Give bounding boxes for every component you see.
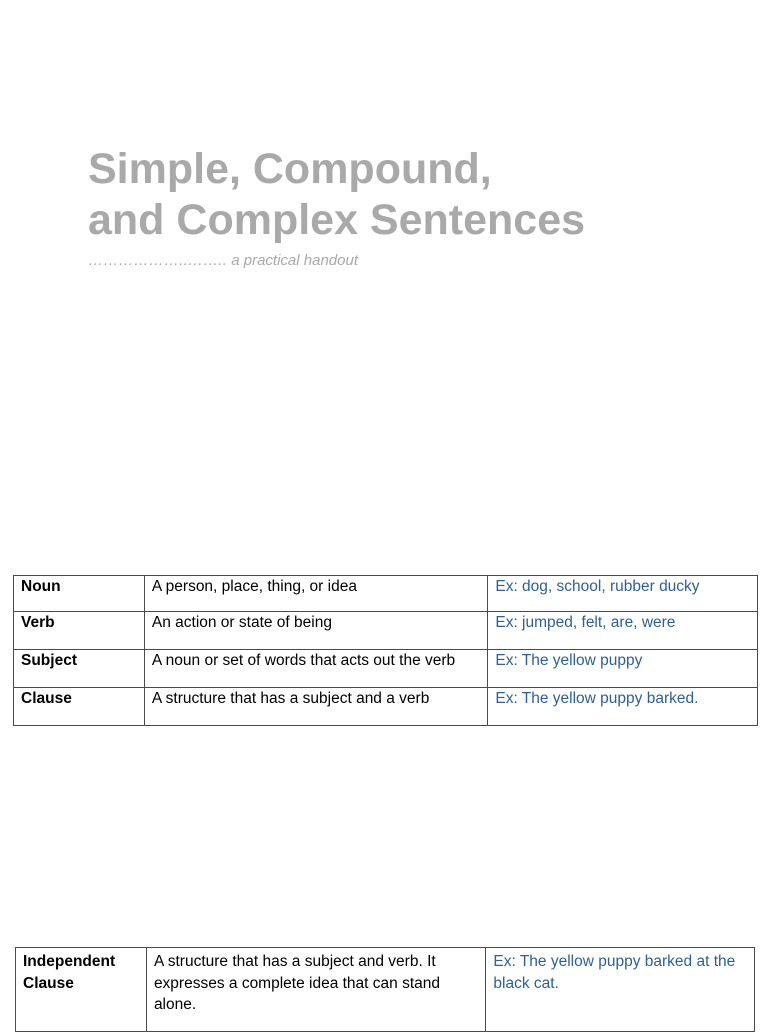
definition-cell: A structure that has a subject and a verb: [144, 688, 487, 726]
title-line-1: Simple, Compound,: [88, 145, 492, 193]
definitions-table: [13, 575, 758, 726]
table-row: [14, 650, 758, 688]
term-cell: Subject: [14, 650, 145, 688]
definition-cell: A noun or set of words that acts out the verb: [144, 650, 487, 688]
table-row: [14, 612, 758, 650]
example-cell: Ex: The yellow puppy: [488, 650, 758, 688]
definition-cell: A person, place, thing, or idea: [144, 576, 487, 612]
term-cell: Clause: [14, 688, 145, 726]
term-cell: Verb: [14, 612, 145, 650]
example-cell: Ex: jumped, felt, are, were: [488, 612, 758, 650]
subtitle-dots: ………………..……..: [88, 252, 228, 269]
term-cell: Noun: [14, 576, 145, 612]
example-cell: Ex: The yellow puppy barked.: [488, 688, 758, 726]
title-line-2: and Complex Sentences: [88, 196, 586, 244]
definition-cell: A structure that has a subject and verb. It expresses a complete idea that can stand alone.: [146, 948, 485, 1032]
definition-cell: An action or state of being: [144, 612, 487, 650]
subtitle-text: a practical handout: [227, 252, 358, 269]
subtitle: [88, 252, 358, 269]
table-row: [16, 948, 755, 1032]
table-row: [14, 576, 758, 612]
example-cell: Ex: The yellow puppy barked at the black cat.: [486, 948, 755, 1032]
clause-table: [15, 947, 755, 1032]
page-title: [88, 144, 585, 246]
table-row: [14, 688, 758, 726]
term-cell: Independent Clause: [16, 948, 147, 1032]
example-cell: Ex: dog, school, rubber ducky: [488, 576, 758, 612]
